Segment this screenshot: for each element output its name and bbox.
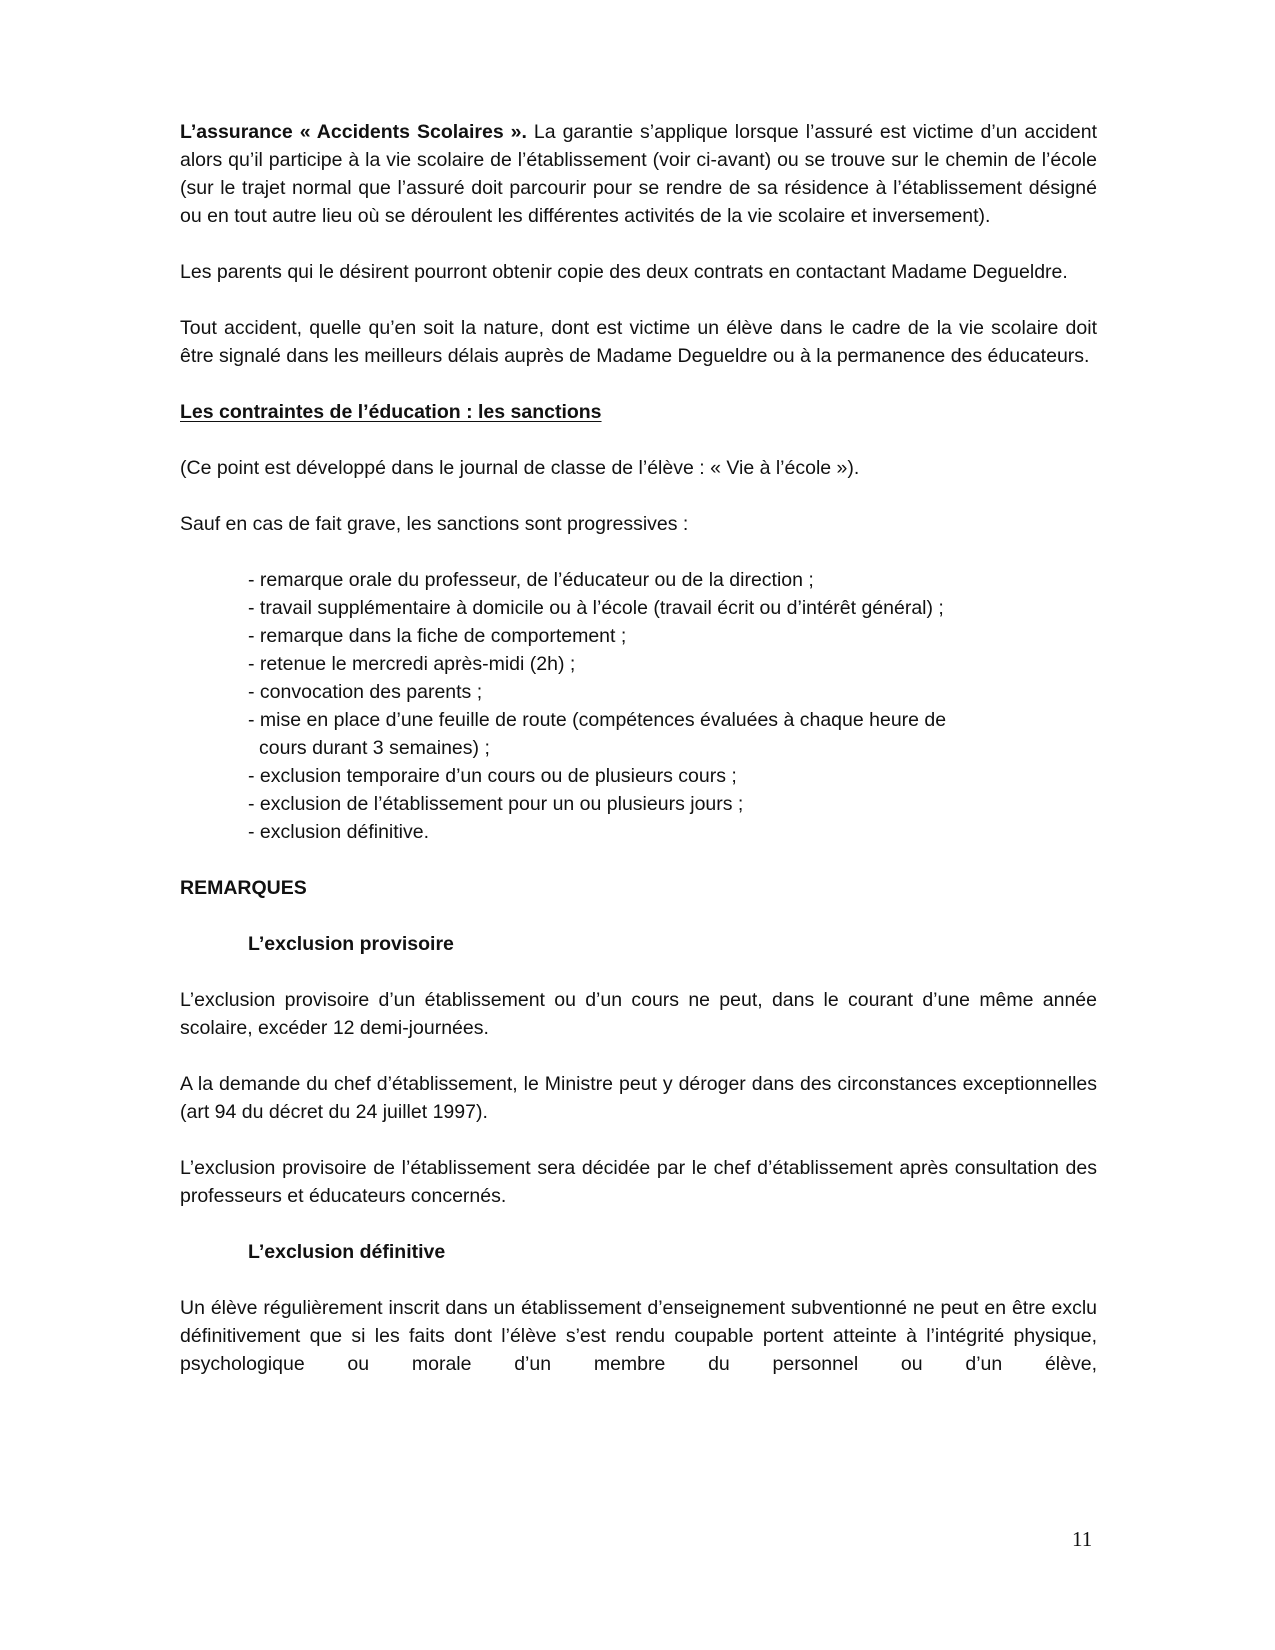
list-item: - travail supplémentaire à domicile ou à l’école (travail écrit ou d’intérêt général) ; <box>248 597 944 619</box>
sanctions-list <box>180 566 1097 846</box>
list-item: - exclusion définitive. <box>248 821 430 843</box>
provisional-exclusion-heading: L’exclusion provisoire <box>248 933 454 955</box>
remarks-heading: REMARQUES <box>180 877 307 899</box>
insurance-lead: L’assurance « Accidents Scolaires ». <box>180 121 527 143</box>
list-item: - remarque dans la fiche de comportement ; <box>248 625 627 647</box>
list-item: - retenue le mercredi après-midi (2h) ; <box>248 653 576 675</box>
definitive-exclusion-heading: L’exclusion définitive <box>248 1241 446 1263</box>
page-number: 11 <box>1072 1527 1093 1551</box>
contracts-paragraph: Les parents qui le désirent pourront obtenir copie des deux contrats en contactant Madame Degueldre. <box>180 261 1068 283</box>
insurance-text: La garantie s’applique lorsque l’assuré est victime d’un accident alors qu’il participe à la vie scolaire de l’établissement (voir ci-avant) ou se trouve sur le chemin de l’école (sur le trajet normal que l’assuré doit parcourir pour se rendre de sa résidence à l’établissement désigné ou en tout autre lieu où se déroulent les différentes activités de la vie scolaire et inversement). <box>180 121 1097 227</box>
provisional-paragraph-3: L’exclusion provisoire de l’établissement sera décidée par le chef d’établissement après consultation des professeurs et éducateurs concernés. <box>180 1157 1097 1207</box>
document-page <box>180 118 1097 1378</box>
provisional-paragraph-1: L’exclusion provisoire d’un établissement ou d’un cours ne peut, dans le courant d’une même année scolaire, excéder 12 demi-journées. <box>180 989 1097 1039</box>
list-item: - remarque orale du professeur, de l’éducateur ou de la direction ; <box>248 569 814 591</box>
list-item: - exclusion de l’établissement pour un ou plusieurs jours ; <box>248 793 744 815</box>
provisional-paragraph-2: A la demande du chef d’établissement, le Ministre peut y déroger dans des circonstances exceptionnelles (art 94 du décret du 24 juillet 1997). <box>180 1073 1097 1123</box>
list-item: - exclusion temporaire d’un cours ou de plusieurs cours ; <box>248 765 737 787</box>
sanctions-heading: Les contraintes de l’éducation : les sanctions <box>180 401 602 423</box>
sanctions-intro: Sauf en cas de fait grave, les sanctions sont progressives : <box>180 513 689 535</box>
sanctions-note: (Ce point est développé dans le journal de classe de l’élève : « Vie à l’école »). <box>180 457 860 479</box>
definitive-paragraph: Un élève régulièrement inscrit dans un établissement d’enseignement subventionné ne peut en être exclu définitivement que si les faits dont l’élève s’est rendu coupable portent atteinte à l’intégrité physique, psychologique ou morale d’un membre du personnel ou d’un élève, <box>180 1297 1097 1375</box>
accident-paragraph: Tout accident, quelle qu’en soit la nature, dont est victime un élève dans le cadre de la vie scolaire doit être signalé dans les meilleurs délais auprès de Madame Degueldre ou à la permanence des éducateurs. <box>180 317 1097 367</box>
list-item: - convocation des parents ; <box>248 681 483 703</box>
list-item: - mise en place d’une feuille de route (compétences évaluées à chaque heure de cours durant 3 semaines) ; <box>248 709 947 759</box>
insurance-paragraph <box>180 118 1097 230</box>
